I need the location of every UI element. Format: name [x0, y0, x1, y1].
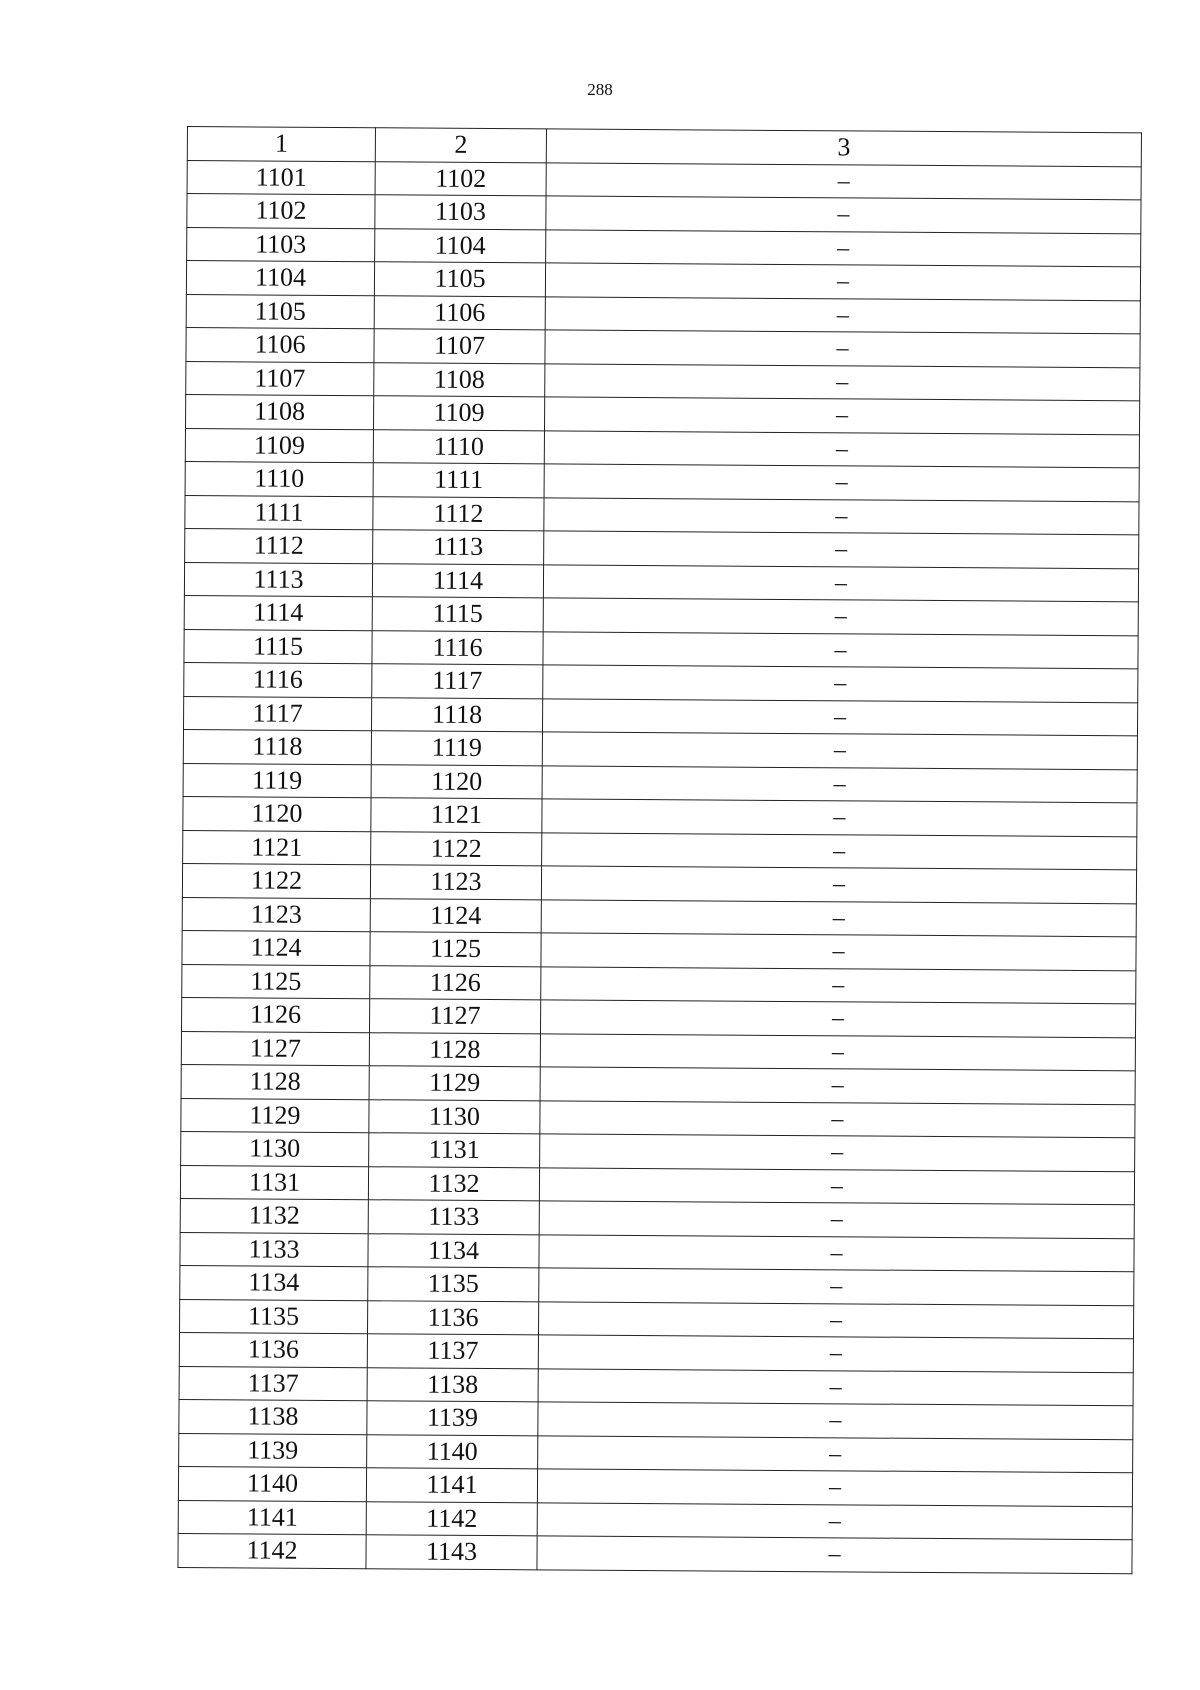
table-cell-col-2: 1118 — [371, 697, 542, 732]
table-cell-col-2: 1126 — [370, 965, 541, 1000]
table-cell-col-2: 1110 — [373, 429, 544, 464]
table-row — [178, 1533, 1132, 1573]
table-cell-col-3: – — [546, 196, 1141, 233]
table-cell-col-2: 1113 — [373, 530, 544, 565]
table-cell-col-3: – — [543, 665, 1138, 702]
table-cell-col-2: 1130 — [369, 1099, 540, 1134]
table-cell-col-1: 1110 — [185, 461, 373, 496]
table-cell-col-1: 1140 — [178, 1466, 366, 1501]
table-cell-col-2: 1125 — [370, 932, 541, 967]
table-cell-col-3: – — [543, 564, 1138, 601]
table-cell-col-1: 1105 — [186, 294, 374, 329]
table-cell-col-2: 1105 — [374, 262, 545, 297]
table-cell-col-2: 1102 — [375, 161, 546, 196]
table-cell-col-3: – — [543, 598, 1138, 635]
table-cell-col-2: 1129 — [369, 1066, 540, 1101]
table-cell-col-1: 1126 — [181, 997, 369, 1032]
table-cell-col-1: 1123 — [182, 897, 370, 932]
table-cell-col-2: 1143 — [366, 1535, 537, 1570]
table-cell-col-3: – — [538, 1435, 1133, 1472]
table-cell-col-3: – — [542, 765, 1137, 802]
table-cell-col-1: 1133 — [180, 1232, 368, 1267]
table-cell-col-1: 1124 — [182, 930, 370, 965]
table-cell-col-3: – — [542, 732, 1137, 769]
table-cell-col-2: 1104 — [375, 228, 546, 263]
table-cell-col-3: – — [542, 832, 1137, 869]
table-cell-col-3: – — [537, 1536, 1132, 1573]
table-cell-col-2: 1108 — [374, 362, 545, 397]
table-cell-col-2: 1107 — [374, 329, 545, 364]
table-cell-col-1: 1135 — [179, 1299, 367, 1334]
table-cell-col-1: 1120 — [183, 796, 371, 831]
table-cell-col-3: – — [539, 1201, 1134, 1238]
table-cell-col-1: 1131 — [180, 1165, 368, 1200]
table-cell-col-1: 1107 — [186, 361, 374, 396]
table-cell-col-3: – — [544, 531, 1139, 568]
table-cell-col-1: 1117 — [183, 696, 371, 731]
table-cell-col-3: – — [538, 1368, 1133, 1405]
table-cell-col-2: 1131 — [369, 1133, 540, 1168]
table-cell-col-3: – — [540, 1100, 1135, 1137]
column-header-3: 3 — [546, 129, 1141, 166]
page-number: 288 — [587, 80, 613, 99]
table-cell-col-3: – — [539, 1268, 1134, 1305]
table-cell-col-1: 1125 — [182, 964, 370, 999]
table-cell-col-2: 1123 — [370, 865, 541, 900]
table-cell-col-2: 1109 — [373, 396, 544, 431]
table-cell-col-1: 1137 — [179, 1366, 367, 1401]
table-cell-col-1: 1129 — [181, 1098, 369, 1133]
table-cell-col-1: 1119 — [183, 763, 371, 798]
table-cell-col-2: 1115 — [372, 597, 543, 632]
table-cell-col-3: – — [539, 1167, 1134, 1204]
table-cell-col-3: – — [539, 1234, 1134, 1271]
table-cell-col-1: 1128 — [181, 1064, 369, 1099]
table-cell-col-2: 1122 — [371, 831, 542, 866]
table-cell-col-3: – — [537, 1502, 1132, 1539]
table-cell-col-3: – — [542, 799, 1137, 836]
table-cell-col-1: 1104 — [186, 261, 374, 296]
table-cell-col-3: – — [541, 966, 1136, 1003]
table-cell-col-2: 1112 — [373, 496, 544, 531]
column-header-2: 2 — [375, 128, 546, 163]
table-cell-col-2: 1142 — [366, 1501, 537, 1536]
table-cell-col-3: – — [541, 899, 1136, 936]
table-cell-col-3: – — [545, 330, 1140, 367]
table-cell-col-1: 1101 — [187, 160, 375, 195]
table-cell-col-2: 1138 — [367, 1367, 538, 1402]
table-cell-col-3: – — [545, 263, 1140, 300]
table-cell-col-2: 1135 — [368, 1267, 539, 1302]
table-cell-col-1: 1132 — [180, 1198, 368, 1233]
table-cell-col-3: – — [540, 1033, 1135, 1070]
table-cell-col-3: – — [546, 229, 1141, 266]
table-cell-col-3: – — [542, 698, 1137, 735]
table-cell-col-1: 1102 — [187, 194, 375, 229]
table-body — [178, 160, 1141, 1573]
table-cell-col-1: 1103 — [187, 227, 375, 262]
table-cell-col-2: 1114 — [372, 563, 543, 598]
table-cell-col-2: 1136 — [367, 1300, 538, 1335]
table-cell-col-1: 1138 — [179, 1399, 367, 1434]
table-cell-col-2: 1106 — [374, 295, 545, 330]
table-cell-col-2: 1116 — [372, 630, 543, 665]
table-cell-col-3: – — [540, 1134, 1135, 1171]
table-cell-col-1: 1115 — [184, 629, 372, 664]
table-cell-col-2: 1134 — [368, 1233, 539, 1268]
table-cell-col-3: – — [538, 1335, 1133, 1372]
table-cell-col-2: 1111 — [373, 463, 544, 498]
table-cell-col-3: – — [537, 1469, 1132, 1506]
table-cell-col-1: 1109 — [185, 428, 373, 463]
table-cell-col-2: 1103 — [375, 195, 546, 230]
table-cell-col-1: 1122 — [182, 863, 370, 898]
table-cell-col-2: 1132 — [368, 1166, 539, 1201]
column-header-1: 1 — [187, 127, 375, 162]
table-cell-col-2: 1119 — [371, 731, 542, 766]
table-cell-col-3: – — [540, 1000, 1135, 1037]
table-cell-col-1: 1130 — [181, 1131, 369, 1166]
table-cell-col-2: 1128 — [369, 1032, 540, 1067]
table-cell-col-3: – — [543, 631, 1138, 668]
table-cell-col-3: – — [546, 162, 1141, 199]
table-cell-col-3: – — [541, 933, 1136, 970]
table-cell-col-1: 1108 — [185, 394, 373, 429]
table-cell-col-3: – — [538, 1402, 1133, 1439]
table-cell-col-3: – — [544, 497, 1139, 534]
table-cell-col-2: 1117 — [372, 664, 543, 699]
table-cell-col-1: 1112 — [185, 528, 373, 563]
table-cell-col-1: 1106 — [186, 327, 374, 362]
table-cell-col-3: – — [540, 1067, 1135, 1104]
table-cell-col-2: 1137 — [367, 1334, 538, 1369]
table-cell-col-1: 1136 — [179, 1332, 367, 1367]
table-cell-col-2: 1120 — [371, 764, 542, 799]
table-cell-col-2: 1127 — [369, 999, 540, 1034]
table-cell-col-3: – — [545, 296, 1140, 333]
table-cell-col-3: – — [545, 363, 1140, 400]
table-cell-col-3: – — [544, 464, 1139, 501]
table-cell-col-1: 1114 — [184, 595, 372, 630]
data-table — [177, 126, 1142, 1574]
table-cell-col-1: 1139 — [179, 1433, 367, 1468]
table-cell-col-1: 1118 — [183, 729, 371, 764]
table-cell-col-2: 1133 — [368, 1200, 539, 1235]
table-cell-col-1: 1113 — [184, 562, 372, 597]
table-cell-col-1: 1141 — [178, 1500, 366, 1535]
table-cell-col-1: 1134 — [180, 1265, 368, 1300]
table-cell-col-2: 1121 — [371, 798, 542, 833]
table-cell-col-1: 1116 — [184, 662, 372, 697]
table-cell-col-1: 1127 — [181, 1031, 369, 1066]
table-cell-col-2: 1139 — [367, 1401, 538, 1436]
table-cell-col-3: – — [544, 397, 1139, 434]
table-cell-col-3: – — [541, 866, 1136, 903]
table-cell-col-1: 1142 — [178, 1533, 366, 1568]
table-cell-col-2: 1140 — [367, 1434, 538, 1469]
table-cell-col-3: – — [544, 430, 1139, 467]
table-cell-col-2: 1141 — [366, 1468, 537, 1503]
table-cell-col-2: 1124 — [370, 898, 541, 933]
table-cell-col-1: 1111 — [185, 495, 373, 530]
table-cell-col-3: – — [538, 1301, 1133, 1338]
table-cell-col-1: 1121 — [183, 830, 371, 865]
